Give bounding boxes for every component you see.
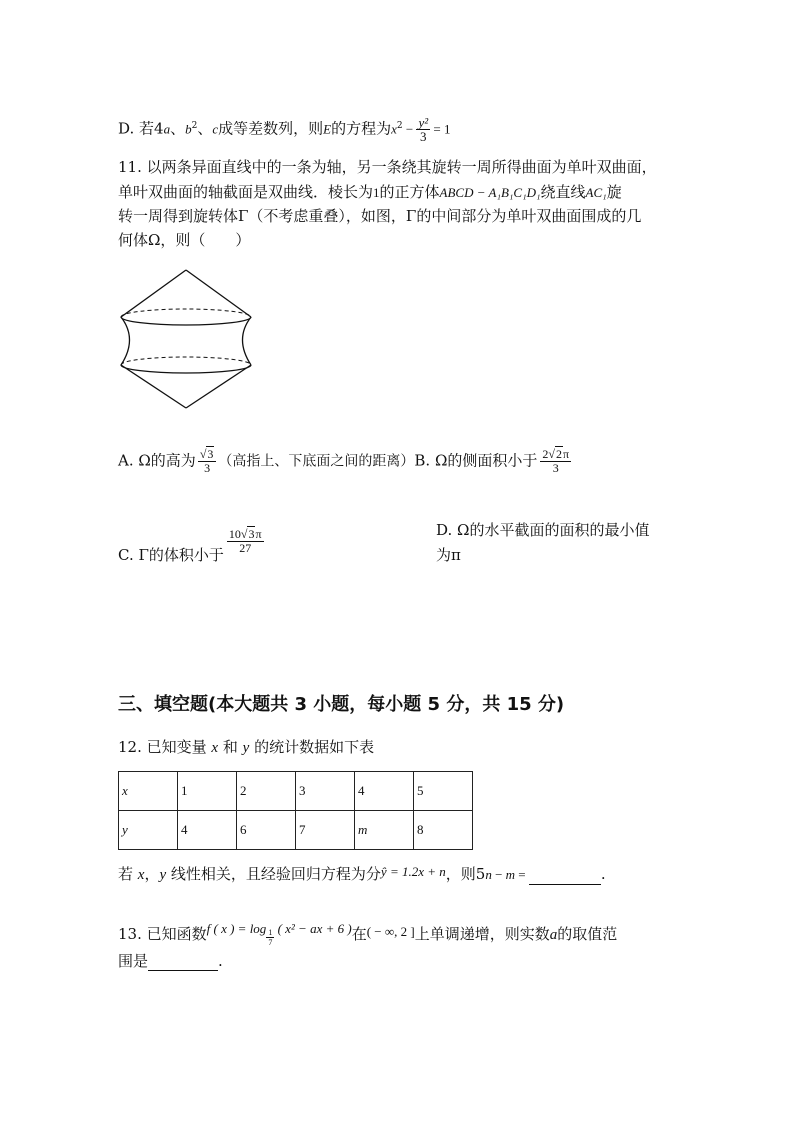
section-heading: 三、填空题(本大题共 3 小题，每小题 5 分，共 15 分) (118, 694, 565, 715)
q11-line3: 转一周得到旋转体Γ（不考虑重叠），如图，Γ的中间部分为单叶双曲面围成的几 (118, 207, 642, 225)
q11-option-c: C. Γ的体积小于 $\frac{10√3\pi}{27}$ (118, 527, 262, 564)
table-row (119, 811, 473, 850)
option-a-fraction: $\frac{√3}{3}$ (198, 448, 217, 475)
q11-option-a-b: A. Ω的高为 $\frac{√3}{3}$ （高指上、下底面之间的距离）B. Ω的侧面积小于 $\frac{2√2\pi}{3}$ (118, 447, 570, 475)
table-cell: 5 (414, 772, 473, 811)
table-cell: 7 (296, 811, 355, 850)
table-cell: 4 (178, 811, 237, 850)
hyperboloid-left (121, 317, 130, 365)
line-ac1: AC₁ (585, 185, 607, 200)
q11-line4: 何体Ω，则（ ） (118, 231, 251, 249)
table-cell: m (355, 811, 414, 850)
top-ellipse-back (121, 309, 251, 317)
q13-line1: 13. 已知函数f ( x ) = log $\frac{1}{7}$ ( x² − ax + 6 )在( − ∞, 2 ]上单调递增，则实数a的取值范 (118, 921, 618, 947)
interval: ( − ∞, 2 ] (366, 924, 415, 939)
bottom-ellipse-back (121, 357, 251, 365)
answer-blank[interactable] (529, 868, 601, 885)
table-cell: 2 (237, 772, 296, 811)
eq-x: x (391, 121, 397, 137)
stats-table (118, 771, 473, 850)
regression-equation: ŷ = 1.2x + n (380, 864, 446, 879)
bottom-ellipse-front (121, 365, 251, 373)
table-cell: 1 (178, 772, 237, 811)
table-cell: 6 (237, 811, 296, 850)
answer-blank[interactable] (148, 954, 218, 971)
hyperboloid-right (243, 317, 252, 365)
table-cell: 4 (355, 772, 414, 811)
table-cell: y (119, 811, 178, 850)
table-row (119, 772, 473, 811)
q13-line2: 围是 . (118, 952, 223, 970)
table-cell: x (119, 772, 178, 811)
table-cell: 3 (296, 772, 355, 811)
q11-option-d-line1: D. Ω的水平截面的面积的最小值 (436, 521, 650, 539)
option-d-prev: D. 若4a、$b^2$、c成等差数列，则E的方程为$x^2$ − $\frac{\text{y²}}{3}$ = 1 (118, 115, 451, 144)
function-expr: f ( x ) = log (206, 921, 267, 936)
cube-name: ABCD − A₁B₁C₁D₁ (439, 185, 541, 200)
q12-intro: 12. 已知变量 x 和 y 的统计数据如下表 (118, 738, 375, 756)
option-c-fraction: $\frac{10√3\pi}{27}$ (228, 527, 262, 555)
table-cell: 8 (414, 811, 473, 850)
q11-option-d-line2: 为π (436, 546, 461, 564)
cone-top-left (121, 270, 186, 317)
q11-line1: 11. 以两条异面直线中的一条为轴，另一条绕其旋转一周所得曲面为单叶双曲面， (118, 158, 657, 176)
q11-line2: 单叶双曲面的轴截面是双曲线．棱长为1的正方体ABCD − A₁B₁C₁D₁绕直线AC₁旋 (118, 183, 622, 201)
q12-condition: 若 x，y 线性相关，且经验回归方程为分ŷ = 1.2x + n，则5n − m = . (118, 864, 606, 883)
solid-figure (116, 268, 256, 410)
top-ellipse-front (121, 317, 251, 325)
option-b-fraction: $\frac{2√2\pi}{3}$ (542, 447, 570, 475)
log-base: $\frac{1}{7}$ (268, 927, 273, 947)
eq-fraction: $\frac{\text{y²}}{3}$ (418, 115, 429, 144)
